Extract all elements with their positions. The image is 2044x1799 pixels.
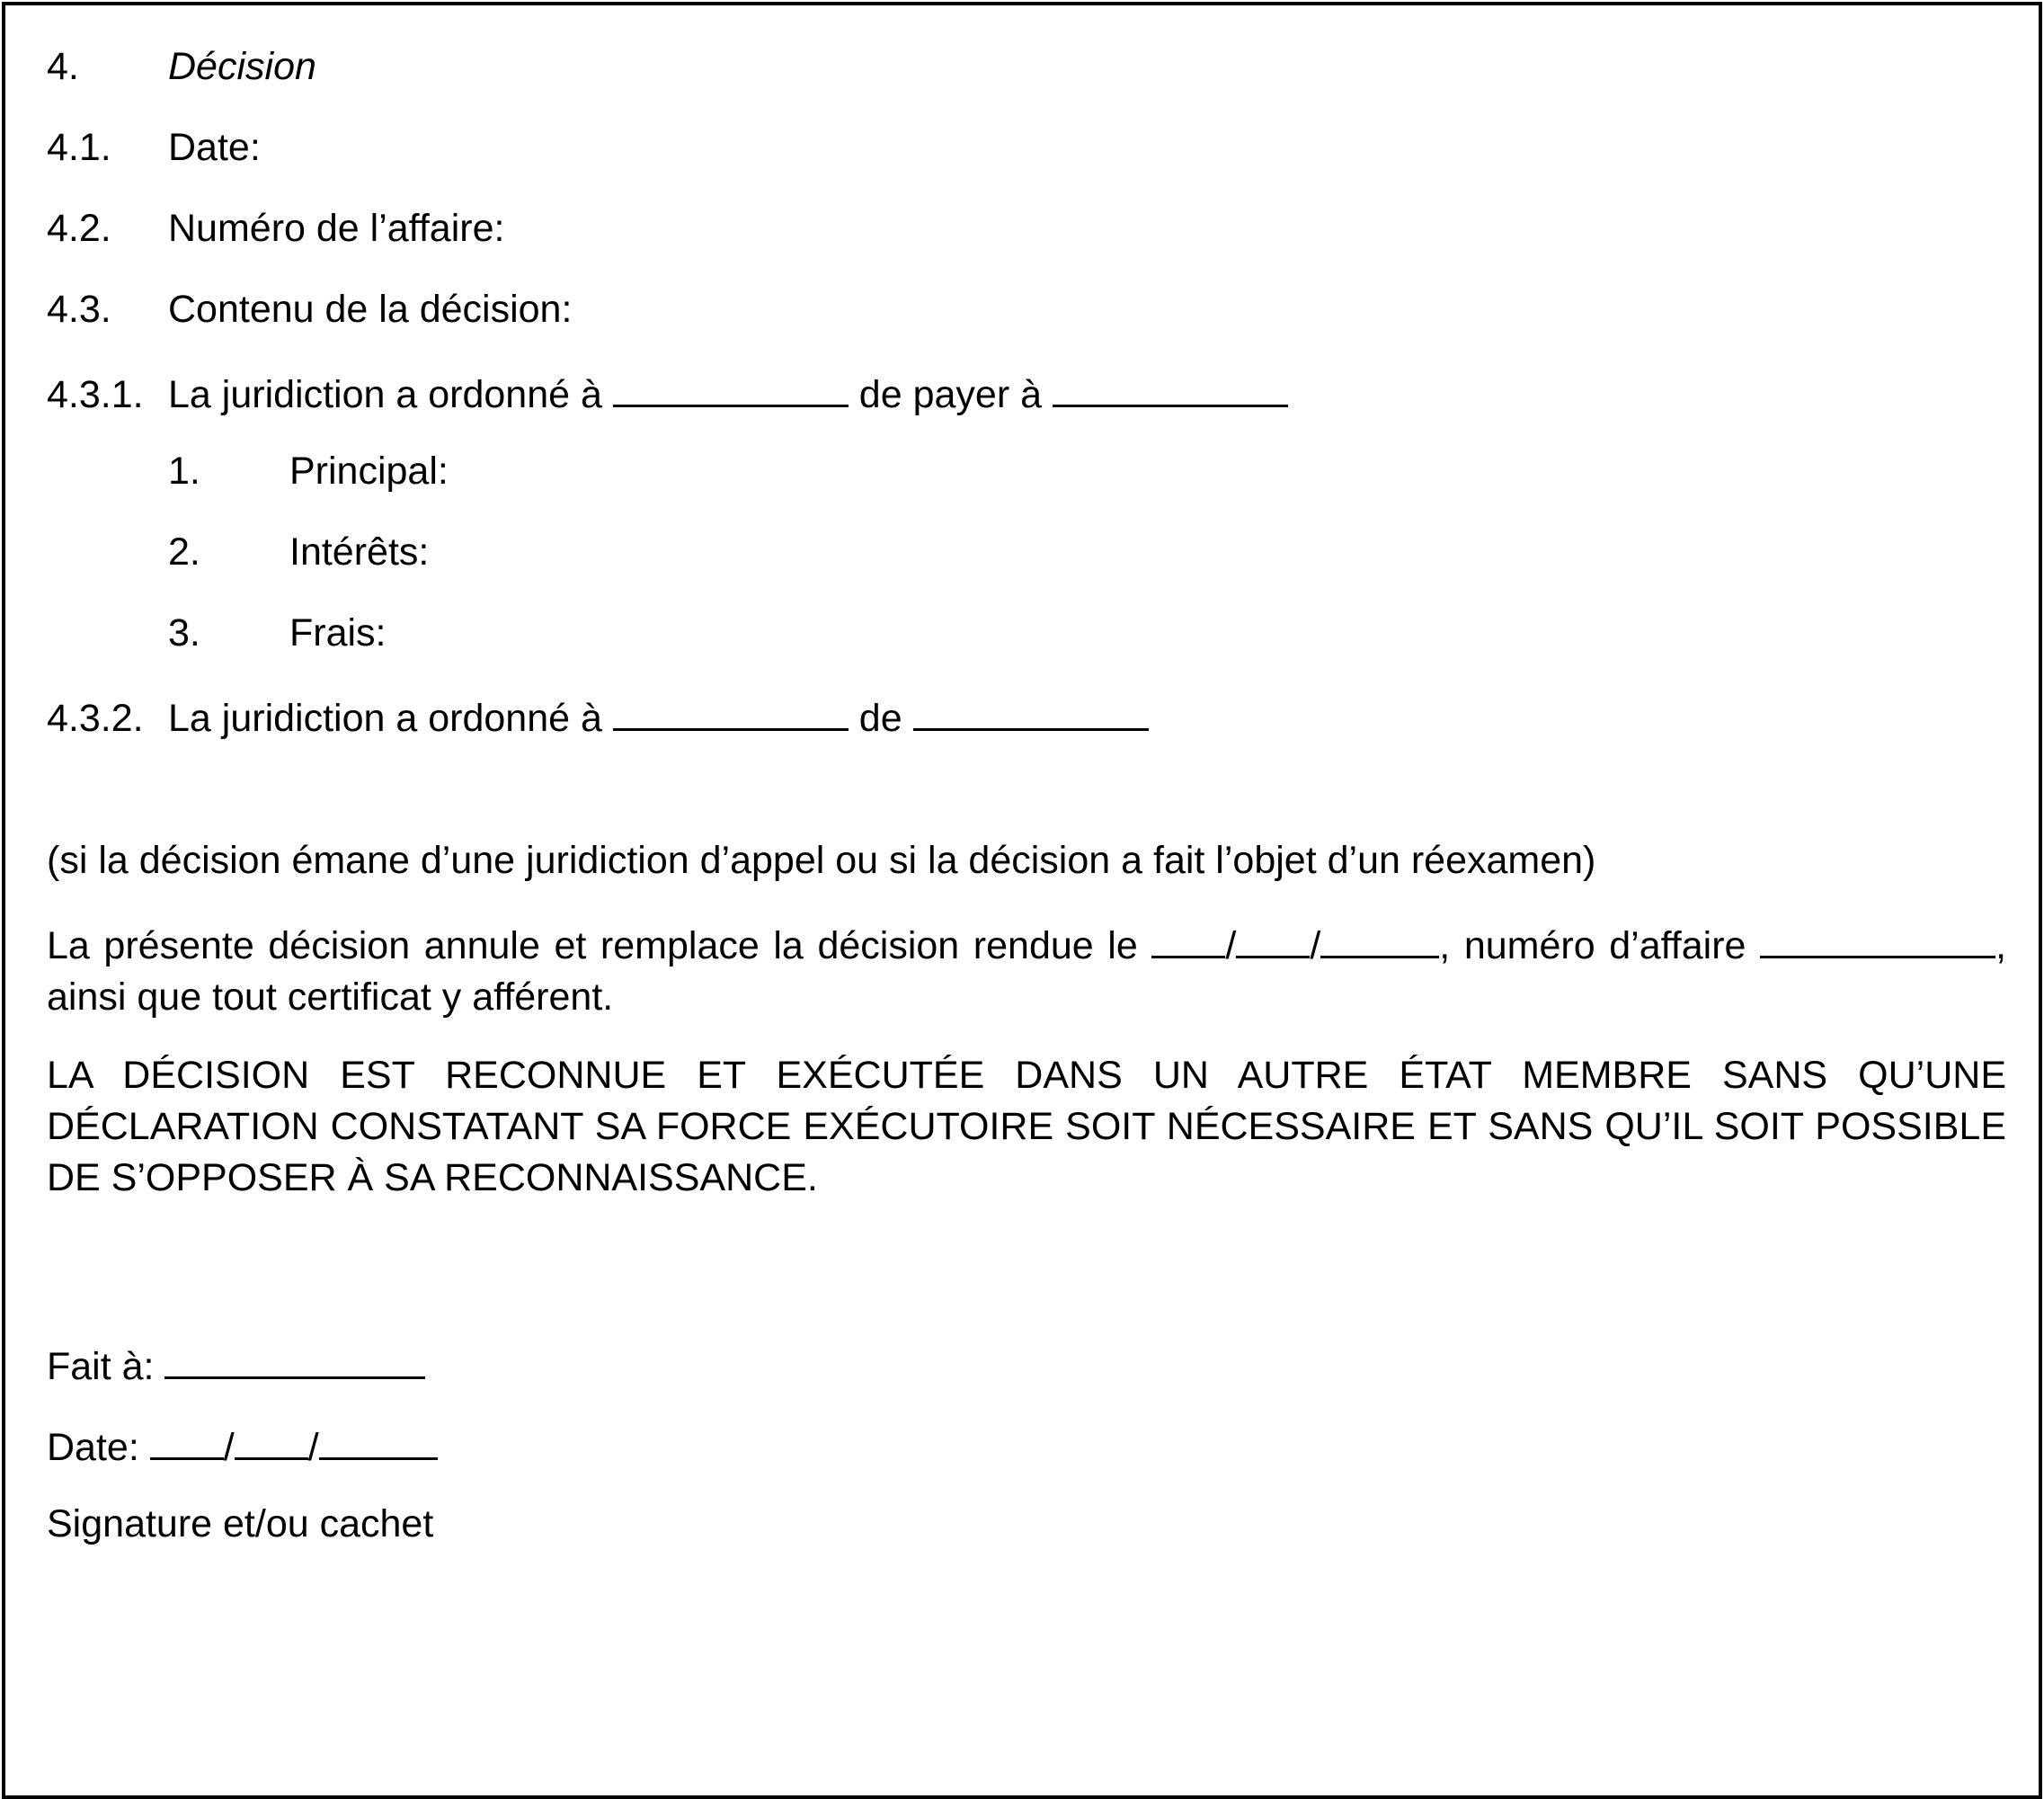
place-blank[interactable] xyxy=(164,1337,425,1379)
section-title: Décision xyxy=(168,45,316,88)
order-text-b: de payer à xyxy=(858,373,1042,416)
item-number: 4.3.2. xyxy=(47,697,144,740)
item-label: Contenu de la décision: xyxy=(168,288,573,331)
signature-label: Signature et/ou cachet xyxy=(47,1502,434,1545)
appeal-note xyxy=(47,835,2006,886)
item-decision-content xyxy=(47,284,2006,335)
item-order-other xyxy=(47,689,2006,740)
date-year-blank[interactable] xyxy=(1320,916,1439,958)
sign-date-day-blank[interactable] xyxy=(150,1418,224,1460)
signature-place xyxy=(47,1337,2006,1388)
item-case-number xyxy=(47,203,2006,254)
sign-date-year-blank[interactable] xyxy=(319,1418,438,1460)
item-label: Principal: xyxy=(289,450,449,493)
item-number: 1. xyxy=(168,450,200,493)
date-label: Date: xyxy=(47,1426,139,1469)
action-blank[interactable] xyxy=(913,689,1149,731)
date-month-blank[interactable] xyxy=(1236,916,1310,958)
item-order-payment xyxy=(47,365,2006,416)
signature-line xyxy=(47,1499,2006,1550)
creditor-blank[interactable] xyxy=(1053,365,1288,407)
item-label: Date: xyxy=(168,126,261,169)
item-label: Frais: xyxy=(289,611,387,655)
order-text-a: La juridiction a ordonné à xyxy=(168,697,602,740)
form-content xyxy=(47,41,2006,1580)
item-number: 2. xyxy=(168,530,200,574)
appeal-note-text: (si la décision émane d’une juridiction d’appel ou si la décision a fait l’objet d’un réexamen) xyxy=(47,839,1596,882)
payment-item-costs xyxy=(47,608,2006,659)
payment-item-interest xyxy=(47,527,2006,578)
appeal-case-number-blank[interactable] xyxy=(1760,916,1995,958)
debtor-blank[interactable] xyxy=(613,365,849,407)
item-label: Intérêts: xyxy=(289,530,430,574)
item-number: 4.3.1. xyxy=(47,373,144,416)
place-label: Fait à: xyxy=(47,1345,155,1388)
order-text-a: La juridiction a ordonné à xyxy=(168,373,602,416)
sign-date-month-blank[interactable] xyxy=(235,1418,308,1460)
appeal-paragraph: La présente décision annule et remplace la décision rendue le / / , numéro d’affaire , ainsi que tout certificat y afférent. xyxy=(47,916,2006,1023)
payment-item-principal xyxy=(47,446,2006,497)
item-label: Numéro de l’affaire: xyxy=(168,207,505,250)
date-day-blank[interactable] xyxy=(1151,916,1225,958)
item-number: 4.1. xyxy=(47,126,111,169)
form-frame xyxy=(2,2,2042,1799)
party-blank[interactable] xyxy=(613,689,849,731)
item-number: 4.2. xyxy=(47,207,111,250)
recognition-statement: LA DÉCISION EST RECONNUE ET EXÉCUTÉE DANS UN AUTRE ÉTAT MEMBRE SANS QU’UNE DÉCLARATION CONSTATANT SA FORCE EXÉCUTOIRE SOIT NÉCESSAIRE ET SANS QU’IL SOIT POSSIBLE DE S’OPPOSER À SA RECONNAISSANCE. xyxy=(47,1054,2006,1199)
item-date xyxy=(47,122,2006,174)
appeal-text-a: La présente décision annule et remplace la décision rendue le xyxy=(47,924,1138,967)
item-number: 3. xyxy=(168,611,200,655)
appeal-text-b: , numéro d’affaire xyxy=(1439,924,1746,967)
appeal-text-c: , ainsi que tout certificat y afférent. xyxy=(47,924,2007,1019)
item-number: 4.3. xyxy=(47,288,111,331)
order-text-b: de xyxy=(858,697,902,740)
signature-date: Date: / / xyxy=(47,1418,2006,1469)
section-heading xyxy=(47,41,2006,93)
section-number: 4. xyxy=(47,45,79,88)
